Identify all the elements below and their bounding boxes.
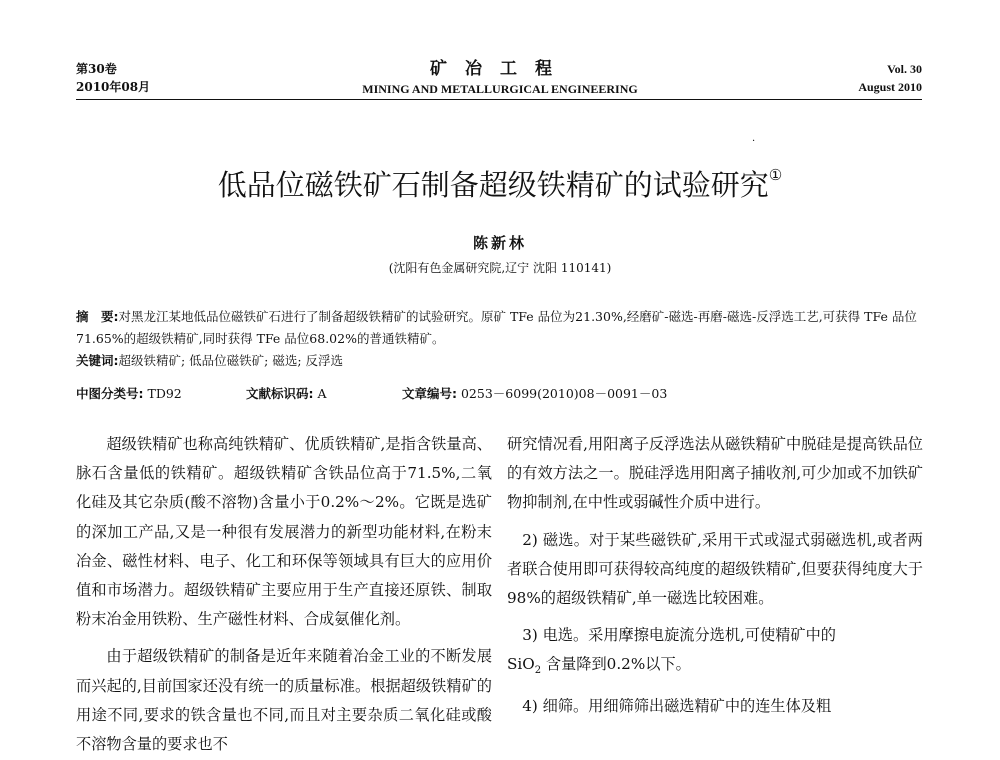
left-column xyxy=(76,430,492,759)
doc-code-value: A xyxy=(317,386,327,401)
doc-code-row xyxy=(246,384,327,402)
right-paragraph-4: 4) 细筛。用细筛筛出磁选精矿中的连生体及粗 xyxy=(522,696,832,715)
speck: · xyxy=(752,136,756,147)
abstract-text: 对黑龙江某地低品位磁铁矿石进行了制备超级铁精矿的试验研究。原矿 TFe 品位为21.30%,经磨矿-磁选-再磨-磁选-反浮选工艺,可获得 TFe 品位71.65%的超级铁精矿,同时获得 TFe 品位68.02%的普通铁精矿。 xyxy=(76,309,917,346)
sio2-subscript: 2 xyxy=(534,665,542,677)
left-paragraph-2: 由于超级铁精矿的制备是近年来随着冶金工业的不断发展而兴起的,目前国家还没有统一的质量标准。根据超级铁精矿的用途不同,要求的铁含量也不同,而且对主要杂质二氧化硅或酸不溶物含量的要求也不 xyxy=(76,647,492,754)
keywords-label: 关键词: xyxy=(76,353,119,368)
keywords-block xyxy=(76,350,926,372)
right-paragraph-3-line2: 含量降到0.2%以下。 xyxy=(541,655,691,674)
abstract xyxy=(76,306,926,372)
doc-code-label: 文献标识码: xyxy=(246,386,314,401)
left-paragraph-1: 超级铁精矿也称高纯铁精矿、优质铁精矿,是指含铁量高、脉石含量低的铁精矿。超级铁精矿含铁品位高于71.5%,二氧化硅及其它杂质(酸不溶物)含量小于0.2%～2%。它既是选矿的深加工产品,又是一种很有发展潜力的新型功能材料,在粉末冶金、磁性材料、电子、化工和环保等领域具有巨大的应用价值和市场潜力。超级铁精矿主要应用于生产直接还原铁、制取粉末冶金用铁粉、生产磁性材料、合成氨催化剂。 xyxy=(76,435,492,629)
volume-cn: 第30卷 xyxy=(76,62,117,76)
date-cn: 2010年08月 xyxy=(76,80,151,94)
article-no-row xyxy=(402,384,667,402)
keywords-text: 超级铁精矿; 低品位磁铁矿; 磁选; 反浮选 xyxy=(118,353,344,368)
article-no-value: 0253－6099(2010)08－0091－03 xyxy=(460,386,668,401)
author: 陈新林 xyxy=(472,234,527,252)
right-column xyxy=(507,430,923,721)
header-left xyxy=(76,60,150,96)
right-paragraph-3 xyxy=(507,621,923,685)
date-en: August 2010 xyxy=(858,80,922,94)
abstract-label: 摘 要: xyxy=(76,309,119,324)
clc-row xyxy=(76,384,182,402)
article-title xyxy=(0,155,1000,205)
volume-en: Vol. 30 xyxy=(887,62,922,76)
right-paragraph-3-line1: 3) 电选。采用摩擦电旋流分选机,可使精矿中的 xyxy=(522,626,836,645)
abstract-block xyxy=(76,306,926,350)
right-paragraph-2: 2) 磁选。对于某些磁铁矿,采用干式或湿式弱磁选机,或者两者联合使用即可获得较高纯度的超级铁精矿,但要获得纯度大于98%的超级铁精矿,单一磁选比较困难。 xyxy=(507,530,923,608)
right-paragraph-1: 研究情况看,用阳离子反浮选法从磁铁精矿中脱硅是提高铁品位的有效方法之一。脱硅浮选用阳离子捕收剂,可少加或不加铁矿物抑制剂,在中性或弱碱性介质中进行。 xyxy=(507,435,923,512)
article-no-label: 文章编号: xyxy=(402,386,457,401)
journal-title-en: MINING AND METALLURGICAL ENGINEERING xyxy=(362,82,638,96)
sio2-label: SiO xyxy=(507,655,535,674)
clc-label: 中图分类号: xyxy=(76,386,144,401)
title-text: 低品位磁铁矿石制备超级铁精矿的试验研究 xyxy=(217,168,769,202)
header-center xyxy=(300,58,700,98)
affiliation: (沈阳有色金属研究院,辽宁 沈阳 110141) xyxy=(388,261,612,275)
title-note-mark: ① xyxy=(768,166,783,184)
journal-title-cn: 矿冶工程 xyxy=(430,59,570,79)
header-rule xyxy=(76,99,922,100)
header-right xyxy=(858,60,922,96)
clc-value: TD92 xyxy=(147,386,182,401)
